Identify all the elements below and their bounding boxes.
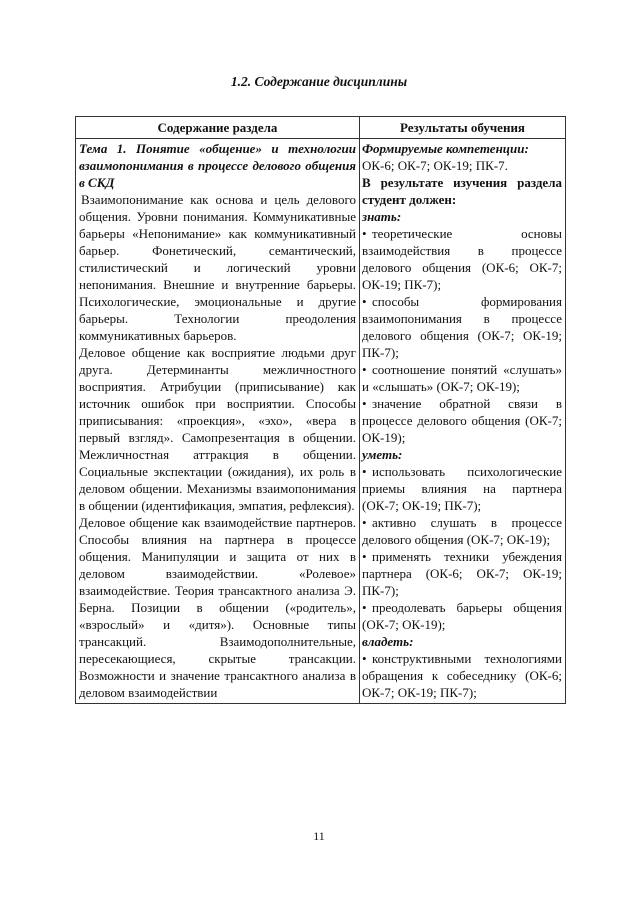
list-item: • применять техники убеждения партнера (ОК-6; ОК-7; ОК-19; ПК-7);	[362, 549, 562, 598]
topic-heading: Тема 1. Понятие «общение» и технологии взаимопонимания в процессе делового общения в СКД	[79, 141, 356, 190]
list-item: • использовать психологические приемы влияния на партнера (ОК-7; ОК-19; ПК-7);	[362, 464, 562, 513]
bullet-icon: •	[362, 362, 367, 377]
table-header-row	[76, 117, 566, 139]
list-item: • значение обратной связи в процессе делового общения (ОК-7; ОК-19);	[362, 396, 562, 445]
bullet-icon: •	[362, 396, 367, 411]
bullet-icon: •	[362, 600, 367, 615]
content-cell	[76, 139, 360, 704]
bullet-icon: •	[362, 651, 367, 666]
can-label: уметь:	[362, 447, 403, 462]
list-item: • способы формирования взаимопонимания в процессе делового общения (ОК-7; ОК-19; ПК-7);	[362, 294, 562, 360]
table-row	[76, 139, 566, 704]
competencies-list: ОК-6; ОК-7; ОК-19; ПК-7.	[362, 158, 508, 173]
list-item: • конструктивными технологиями обращения к собеседнику (ОК-6; ОК-7; ОК-19; ПК-7);	[362, 651, 562, 700]
page-number: 11	[313, 829, 325, 843]
content-paragraph-2: Деловое общение как восприятие людьми друг друга. Детерминанты межличностного восприятия. Атрибуции (приписывание) как источник ошибок при восприятии. Способы приписывания: «проекция», «эхо», «вера в первый взгляд». Самопрезентация в общении. Межличностная аттракция в общении. Социальные экспектации (ожидания), их роль в деловом общении. Механизмы взаимопонимания в общении (идентификация, эмпатия, рефлексия).	[79, 345, 356, 513]
bullet-icon: •	[362, 515, 367, 530]
list-item: • преодолевать барьеры общения (ОК-7; ОК-19);	[362, 600, 562, 632]
list-item: • теоретические основы взаимодействия в процессе делового общения (ОК-6; ОК-7; ОК-19; ПК-7);	[362, 226, 562, 292]
list-item: • соотношение понятий «слушать» и «слышать» (ОК-7; ОК-19);	[362, 362, 562, 394]
own-label: владеть:	[362, 634, 414, 649]
bullet-icon: •	[362, 226, 367, 241]
content-paragraph-1: Взаимопонимание как основа и цель делового общения. Уровни понимания. Коммуникативные барьеры «Непонимание» как коммуникативный барьер. Фонетический, семантический, стилистический и логический уровни непонимания. Внешние и внутренние барьеры. Психологические, эмоциональные и другие барьеры. Технологии преодоления коммуникативных барьеров.	[79, 192, 356, 343]
bullet-icon: •	[362, 464, 367, 479]
section-title: 1.2. Содержание дисциплины	[230, 74, 408, 89]
results-cell	[360, 139, 566, 704]
bullet-icon: •	[362, 549, 367, 564]
competencies-label: Формируемые компетенции:	[362, 141, 529, 156]
header-results: Результаты обучения	[360, 117, 566, 139]
list-item: • активно слушать в процессе делового общения (ОК-7; ОК-19);	[362, 515, 562, 547]
result-intro: В результате изучения раздела студент должен:	[362, 175, 562, 207]
header-content: Содержание раздела	[76, 117, 360, 139]
know-label: знать:	[362, 209, 402, 224]
discipline-content-table	[75, 116, 566, 704]
content-paragraph-3: Деловое общение как взаимодействие партнеров. Способы влияния на партнера в процессе общения. Манипуляции и защита от них в деловом взаимодействии. «Ролевое» взаимодействие. Теория трансактного анализа Э. Берна. Позиции в общении («родитель», «взрослый» и «дитя»). Основные типы трансакций. Взаимодополнительные, пересекающиеся, скрытые трансакции. Возможности и значение трансактного анализа в деловом взаимодействии	[79, 515, 356, 700]
bullet-icon: •	[362, 294, 367, 309]
